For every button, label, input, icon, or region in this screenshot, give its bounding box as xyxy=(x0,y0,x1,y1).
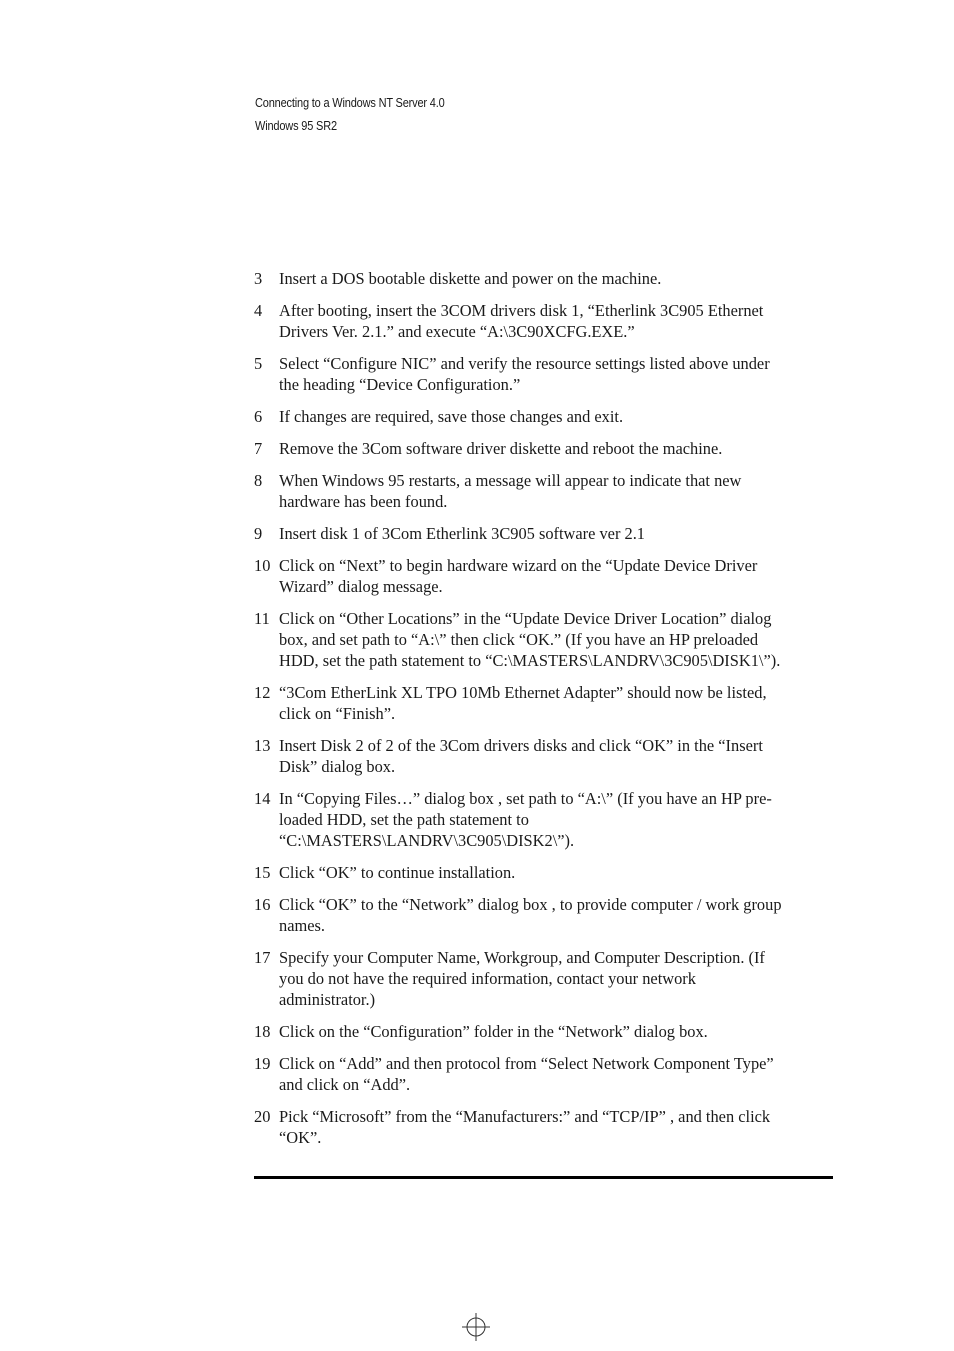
step-text: Select “Configure NIC” and verify the resource settings listed above under the heading “Device Configuration.” xyxy=(279,354,770,394)
step-number: 19 xyxy=(254,1054,271,1073)
step-number: 9 xyxy=(254,524,263,543)
step-text: Insert disk 1 of 3Com Etherlink 3C905 software ver 2.1 xyxy=(279,524,645,543)
step-number: 7 xyxy=(254,439,263,458)
step-text: “3Com EtherLink XL TPO 10Mb Ethernet Adapter” should now be listed, click on “Finish”. xyxy=(279,683,767,723)
list-item xyxy=(254,1021,834,1042)
step-list xyxy=(254,268,834,1159)
running-header xyxy=(255,95,470,134)
list-item xyxy=(254,470,834,512)
list-item xyxy=(254,406,834,427)
list-item xyxy=(254,353,834,395)
step-number: 16 xyxy=(254,895,271,914)
step-number: 12 xyxy=(254,683,271,702)
step-text: Remove the 3Com software driver diskette and reboot the machine. xyxy=(279,439,723,458)
list-item xyxy=(254,682,834,724)
list-item xyxy=(254,300,834,342)
registration-mark-icon xyxy=(462,1313,490,1341)
step-text: Click “OK” to continue installation. xyxy=(279,863,516,882)
step-number: 15 xyxy=(254,863,271,882)
step-number: 18 xyxy=(254,1022,271,1041)
header-title: Connecting to a Windows NT Server 4.0 xyxy=(255,96,445,110)
list-item xyxy=(254,947,834,1010)
step-text: In “Copying Files…” dialog box , set path to “A:\” (If you have an HP pre- loaded HDD, set the path statement to “C:\MASTERS\LANDRV\3C905\DISK2\”). xyxy=(279,789,772,850)
step-number: 5 xyxy=(254,354,263,373)
list-item xyxy=(254,608,834,671)
step-number: 3 xyxy=(254,269,263,288)
step-number: 17 xyxy=(254,948,271,967)
list-item xyxy=(254,894,834,936)
step-number: 13 xyxy=(254,736,271,755)
step-text: Click on “Add” and then protocol from “Select Network Component Type” and click on “Add”. xyxy=(279,1054,774,1094)
step-text: If changes are required, save those changes and exit. xyxy=(279,407,624,426)
step-number: 10 xyxy=(254,556,271,575)
list-item xyxy=(254,735,834,777)
list-item xyxy=(254,523,834,544)
list-item xyxy=(254,788,834,851)
step-number: 4 xyxy=(254,301,263,320)
list-item xyxy=(254,1053,834,1095)
step-number: 14 xyxy=(254,789,271,808)
step-text: Insert a DOS bootable diskette and power on the machine. xyxy=(279,269,662,288)
step-number: 8 xyxy=(254,471,263,490)
list-item xyxy=(254,862,834,883)
list-item xyxy=(254,438,834,459)
step-number: 11 xyxy=(254,609,270,628)
step-text: Insert Disk 2 of 2 of the 3Com drivers disks and click “OK” in the “Insert Disk” dialog box. xyxy=(279,736,763,776)
list-item xyxy=(254,555,834,597)
step-text: Click “OK” to the “Network” dialog box , to provide computer / work group names. xyxy=(279,895,782,935)
list-item xyxy=(254,268,834,289)
step-text: Click on the “Configuration” folder in the “Network” dialog box. xyxy=(279,1022,708,1041)
step-text: Specify your Computer Name, Workgroup, and Computer Description. (If you do not have the required information, contact your network administrator.) xyxy=(279,948,765,1009)
step-number: 6 xyxy=(254,407,263,426)
step-text: Pick “Microsoft” from the “Manufacturers:” and “TCP/IP” , and then click “OK”. xyxy=(279,1107,771,1147)
step-text: Click on “Next” to begin hardware wizard on the “Update Device Driver Wizard” dialog message. xyxy=(279,556,758,596)
list-item xyxy=(254,1106,834,1148)
step-text: After booting, insert the 3COM drivers disk 1, “Etherlink 3C905 Ethernet Drivers Ver. 2.1.” and execute “A:\3C90XCFG.EXE.” xyxy=(279,301,764,341)
section-end-rule xyxy=(254,1176,833,1179)
step-number: 20 xyxy=(254,1107,271,1126)
step-text: Click on “Other Locations” in the “Update Device Driver Location” dialog box, and set path to “A:\” then click “OK.” (If you have an HP preloaded HDD, set the path statement to “C:\MASTERS\LANDRV\3C905\DISK1\”). xyxy=(279,609,781,670)
step-text: When Windows 95 restarts, a message will appear to indicate that new hardware has been found. xyxy=(279,471,742,511)
header-subtitle: Windows 95 SR2 xyxy=(255,119,337,133)
